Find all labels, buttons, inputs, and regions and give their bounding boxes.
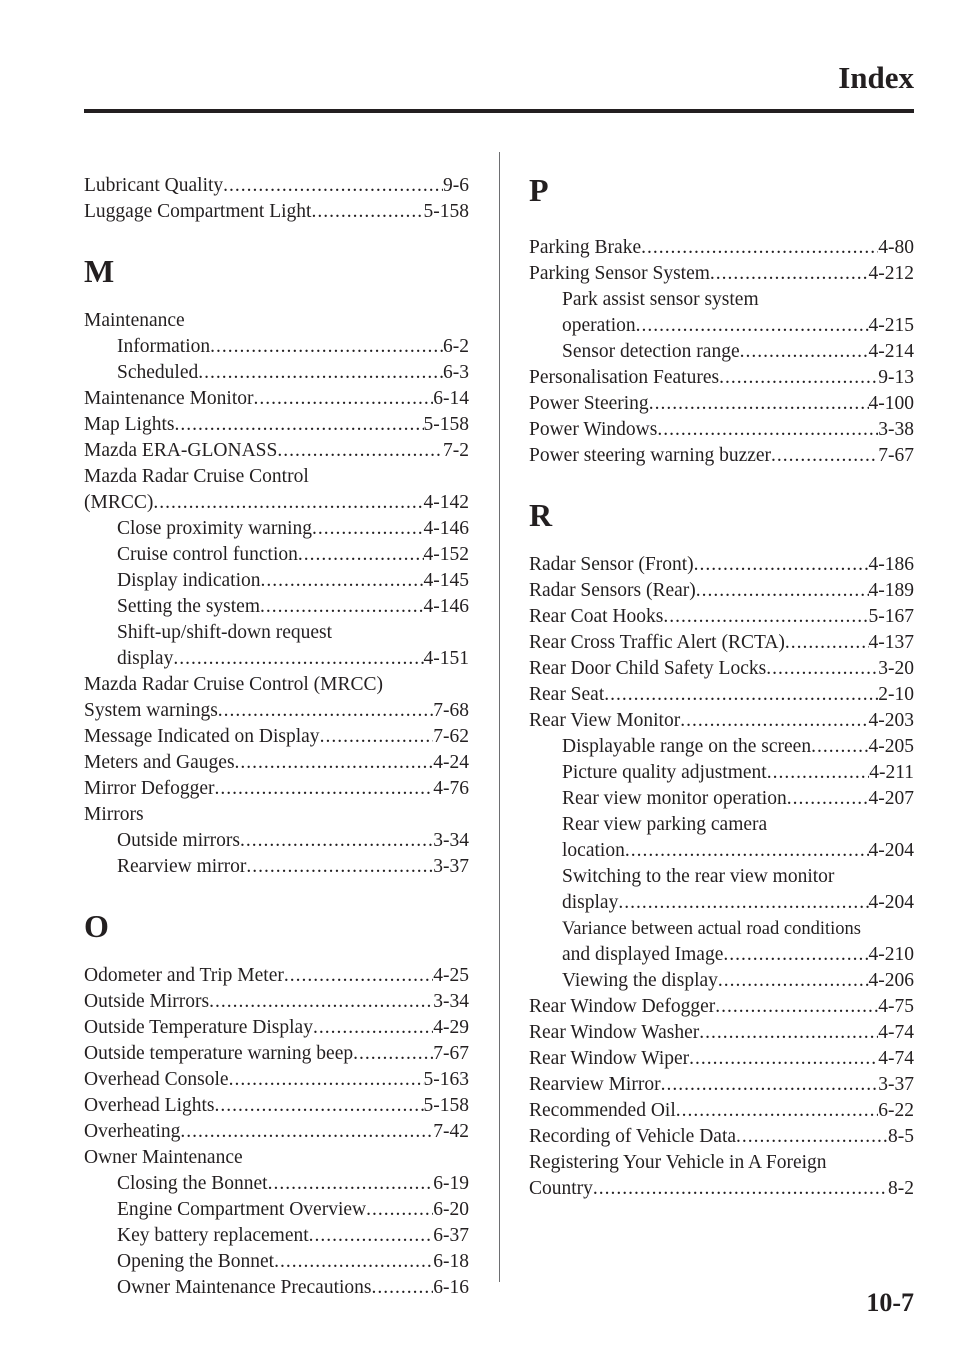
index-entry: Power Windows ..... 3-38	[529, 417, 914, 443]
header-divider	[84, 109, 914, 113]
section-letter-p: P	[529, 172, 549, 208]
index-entry: Overheating ..... 7-42	[84, 1119, 469, 1145]
index-entry: Overhead Lights ..... 5-158	[84, 1093, 469, 1119]
index-subentry: Engine Compartment Overview ..... 6-20	[84, 1197, 469, 1223]
index-heading: Mazda Radar Cruise Control (MRCC)	[84, 674, 383, 695]
index-subentry: Owner Maintenance Precautions ..... 6-16	[84, 1275, 469, 1301]
index-subentry: Closing the Bonnet ..... 6-19	[84, 1171, 469, 1197]
index-entry: Overhead Console ..... 5-163	[84, 1067, 469, 1093]
index-subentry: Rear view monitor operation ..... 4-207	[529, 786, 914, 812]
index-entry: Message Indicated on Display ..... 7-62	[84, 724, 469, 750]
index-subheading: Variance between actual road conditions	[562, 919, 861, 939]
index-heading: Maintenance	[84, 310, 185, 331]
index-heading: Registering Your Vehicle in A Foreign	[529, 1152, 827, 1173]
index-entry: Rear Window Wiper ..... 4-74	[529, 1046, 914, 1072]
index-entry: Rear Door Child Safety Locks ..... 3-20	[529, 656, 914, 682]
index-subentry: operation ..... 4-215	[529, 313, 914, 339]
index-entry: Rearview Mirror ..... 3-37	[529, 1072, 914, 1098]
index-subentry: location ..... 4-204	[529, 838, 914, 864]
index-entry: Map Lights ..... 5-158	[84, 412, 469, 438]
index-entry: Meters and Gauges ..... 4-24	[84, 750, 469, 776]
index-subentry: Picture quality adjustment ..... 4-211	[529, 760, 914, 786]
index-subentry: Opening the Bonnet ..... 6-18	[84, 1249, 469, 1275]
index-entry: Power steering warning buzzer ..... 7-67	[529, 443, 914, 469]
index-heading: Mazda Radar Cruise Control	[84, 466, 309, 487]
index-entry: Radar Sensor (Front) ..... 4-186	[529, 552, 914, 578]
index-heading: Owner Maintenance	[84, 1147, 243, 1168]
index-column-left	[84, 173, 469, 1301]
index-entry: Odometer and Trip Meter ..... 4-25	[84, 963, 469, 989]
index-entry: Country ..... 8-2	[529, 1176, 914, 1202]
index-subentry: Setting the system ..... 4-146	[84, 594, 469, 620]
section-letter-o: O	[84, 908, 109, 944]
index-subentry: Rearview mirror ..... 3-37	[84, 854, 469, 880]
index-subentry: Close proximity warning ..... 4-146	[84, 516, 469, 542]
index-entry: Parking Brake ..... 4-80	[529, 235, 914, 261]
index-entry: Personalisation Features ..... 9-13	[529, 365, 914, 391]
index-entry: Outside Mirrors ..... 3-34	[84, 989, 469, 1015]
index-heading: Mirrors	[84, 804, 144, 825]
index-subentry: Sensor detection range ..... 4-214	[529, 339, 914, 365]
page-title: Index	[838, 60, 914, 95]
index-entry: Rear Window Washer ..... 4-74	[529, 1020, 914, 1046]
index-entry: Outside temperature warning beep ..... 7-67	[84, 1041, 469, 1067]
index-subentry: Displayable range on the screen ..... 4-205	[529, 734, 914, 760]
page-number: 10-7	[866, 1288, 914, 1317]
index-subheading: Switching to the rear view monitor	[562, 866, 835, 887]
index-entry: Rear Seat ..... 2-10	[529, 682, 914, 708]
index-subentry: Key battery replacement ..... 6-37	[84, 1223, 469, 1249]
column-divider	[499, 152, 500, 1282]
index-subentry: Display indication ..... 4-145	[84, 568, 469, 594]
index-entry: Maintenance Monitor ..... 6-14	[84, 386, 469, 412]
index-subentry: Outside mirrors ..... 3-34	[84, 828, 469, 854]
index-entry: Rear Coat Hooks ..... 5-167	[529, 604, 914, 630]
index-subheading: Rear view parking camera	[562, 814, 768, 835]
index-entry: Rear View Monitor ..... 4-203	[529, 708, 914, 734]
index-subentry: Cruise control function ..... 4-152	[84, 542, 469, 568]
index-subheading: Shift-up/shift-down request	[117, 622, 333, 643]
index-entry: System warnings ..... 7-68	[84, 698, 469, 724]
index-subentry: display ..... 4-151	[84, 646, 469, 672]
index-entry: Rear Cross Traffic Alert (RCTA) ..... 4-137	[529, 630, 914, 656]
index-entry: Rear Window Defogger ..... 4-75	[529, 994, 914, 1020]
index-subentry: display ..... 4-204	[529, 890, 914, 916]
index-entry: Parking Sensor System ..... 4-212	[529, 261, 914, 287]
index-entry: (MRCC) ..... 4-142	[84, 490, 469, 516]
index-entry: Recording of Vehicle Data ..... 8-5	[529, 1124, 914, 1150]
index-entry: Power Steering ..... 4-100	[529, 391, 914, 417]
index-entry: Lubricant Quality ..... 9-6	[84, 173, 469, 199]
index-subentry: Scheduled ..... 6-3	[84, 360, 469, 386]
index-column-right	[529, 170, 914, 1202]
section-letter-m: M	[84, 253, 115, 289]
index-entry: Mazda ERA-GLONASS ..... 7-2	[84, 438, 469, 464]
section-letter-r: R	[529, 497, 553, 533]
index-subheading: Park assist sensor system	[562, 289, 759, 310]
index-entry: Luggage Compartment Light ..... 5-158	[84, 199, 469, 225]
index-entry: Recommended Oil ..... 6-22	[529, 1098, 914, 1124]
index-entry: Radar Sensors (Rear) ..... 4-189	[529, 578, 914, 604]
index-subentry: and displayed Image ..... 4-210	[529, 942, 914, 968]
index-subentry: Information ..... 6-2	[84, 334, 469, 360]
index-entry: Outside Temperature Display ..... 4-29	[84, 1015, 469, 1041]
index-entry: Mirror Defogger ..... 4-76	[84, 776, 469, 802]
index-subentry: Viewing the display ..... 4-206	[529, 968, 914, 994]
